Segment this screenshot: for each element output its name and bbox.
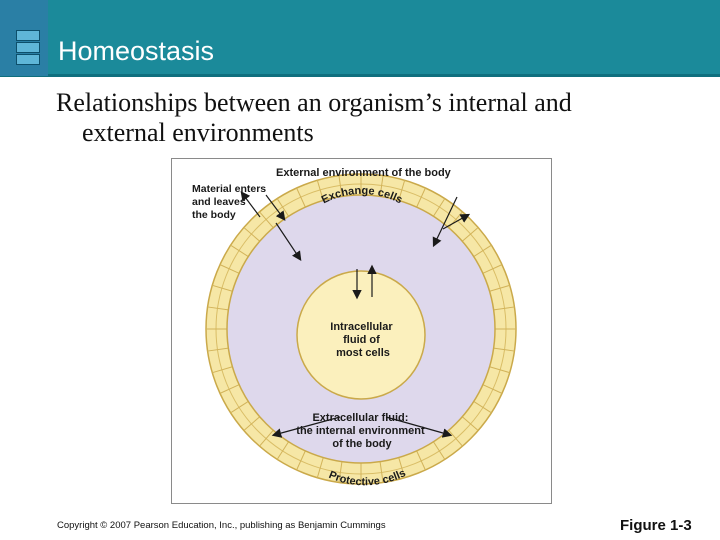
homeostasis-diagram	[171, 158, 552, 504]
logo-bar	[16, 30, 40, 41]
page-title: Homeostasis	[58, 36, 215, 66]
logo-bar	[16, 54, 40, 65]
slide-logo-icon	[0, 0, 48, 76]
protective-cells-label: Protective cells	[326, 467, 408, 489]
intracellular-label: Intracellular fluid of most cells	[330, 321, 393, 359]
subtitle-line-1: Relationships between an organism’s internal and	[56, 88, 572, 117]
diagram-canvas	[172, 159, 551, 503]
copyright-notice: Copyright © 2007 Pearson Education, Inc., publishing as Benjamin Cummings	[57, 520, 386, 531]
slide-subtitle	[56, 88, 676, 148]
extracellular-label: Extracellular fluid: the internal environment of the body	[296, 412, 425, 450]
figure-label: Figure 1-3	[620, 517, 692, 534]
material-label: Material enters and leaves the body	[192, 183, 267, 221]
subtitle-line-2: external environments	[82, 118, 314, 147]
logo-bar	[16, 42, 40, 53]
external-environment-label: External environment of the body	[276, 167, 451, 179]
exchange-cells-label: Exchange cells	[319, 184, 405, 207]
title-bar-rule	[0, 74, 720, 77]
